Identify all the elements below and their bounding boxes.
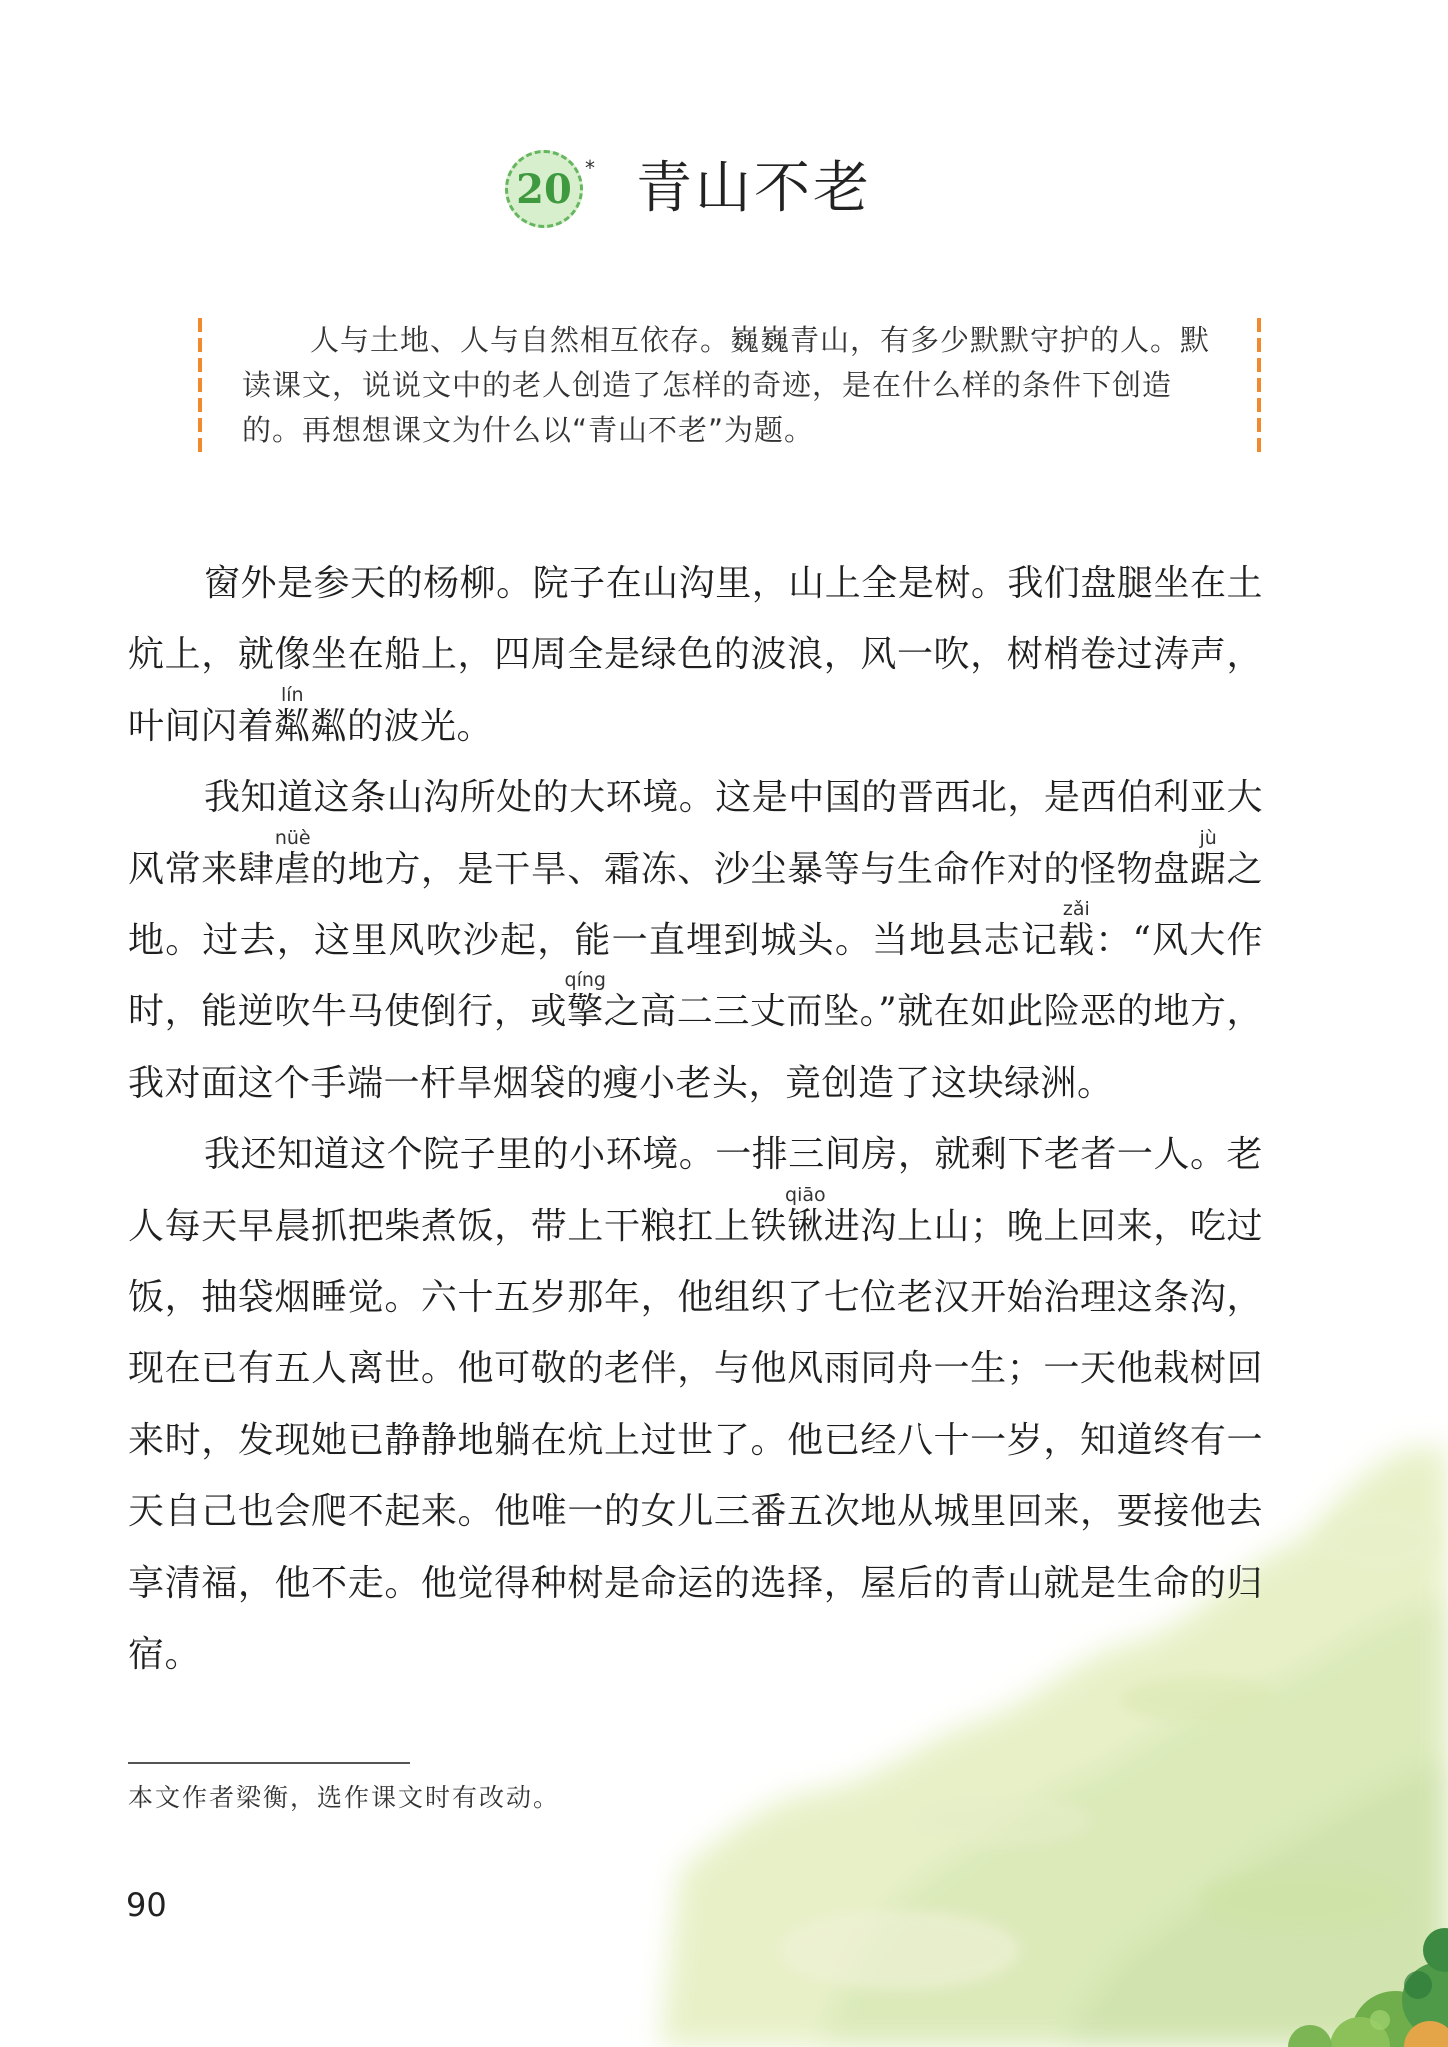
- pinyin: jù: [1189, 826, 1227, 849]
- footnote-text: 本文作者梁衡，选作课文时有改动。: [128, 1783, 561, 1812]
- lesson-star-mark: *: [585, 156, 595, 180]
- paragraph-text: 粼的波光。: [310, 705, 494, 747]
- lesson-heading: [0, 150, 1448, 250]
- pinyin-annotated-char: 踞jù: [1189, 826, 1227, 890]
- pinyin-annotated-char: 载zǎi: [1058, 898, 1096, 962]
- prompt-right-border: [1257, 318, 1261, 458]
- paragraph-3: [128, 1119, 1263, 1690]
- paragraph-text: 进沟上山；晚上回来，吃过饭，抽袋烟睡觉。六十五岁那年，他组织了七位老汉开始治理这条沟，现在已有五人离世。他可敬的老伴，与他风雨同舟一生；一天他栽树回来时，发现她已静静地躺在炕上过世了。他已经八十一岁，知道终有一天自己也会爬不起来。他唯一的女儿三番五次地从城里回来，要接他去享清福，他不走。他觉得种树是命运的选择，屋后的青山就是生命的归宿。: [128, 1205, 1263, 1676]
- paragraph-2: [128, 762, 1263, 1119]
- reading-prompt-box: [198, 318, 1261, 458]
- paragraph-text: 我还知道这个院子里的小环境。一排三间房，就剩下老者一人。老人每天早晨抓把柴煮饭，带上干粮扛上铁: [128, 1134, 1263, 1247]
- paragraph-1: [128, 548, 1263, 762]
- pinyin-annotated-char: 虐nüè: [274, 826, 312, 890]
- pinyin: qíng: [564, 969, 606, 992]
- prompt-left-border: [198, 318, 202, 458]
- paragraph-text: ：“风大作时，能逆吹牛马使倒行，或: [128, 920, 1263, 1033]
- lesson-title: 青山不老: [636, 156, 872, 221]
- reading-prompt-text: 人与土地、人与自然相互依存。巍巍青山，有多少默默守护的人。默读课文，说说文中的老人创造了怎样的奇迹，是在什么样的条件下创造的。再想想课文为什么以“青山不老”为题。: [242, 323, 1211, 447]
- lesson-number-badge: 20: [505, 150, 583, 228]
- paragraph-text: 我知道这条山沟所处的大环境。这是中国的晋西北，是西伯利亚大风常来肆: [128, 777, 1263, 890]
- pinyin: nüè: [274, 826, 311, 849]
- pinyin-annotated-char: 粼lín: [274, 683, 311, 747]
- footnote-divider: [128, 1762, 410, 1764]
- pinyin: lín: [274, 683, 311, 706]
- pinyin-annotated-char: 擎qíng: [564, 969, 606, 1033]
- pinyin: zǎi: [1058, 898, 1095, 921]
- pinyin: qiāo: [785, 1183, 826, 1206]
- paragraph-text: 之高二三丈而坠。”就在如此险恶的地方，我对面这个手端一杆旱烟袋的瘦小老头，竟创造了这块绿洲。: [128, 991, 1263, 1104]
- paragraph-text: 的地方，是干旱、霜冻、沙尘暴等与生命作对的怪物盘: [311, 848, 1190, 890]
- paragraph-text: 窗外是参天的杨柳。院子在山沟里，山上全是树。我们盘腿坐在土炕上，就像坐在船上，四周全是绿色的波浪，风一吹，树梢卷过涛声，叶间闪着: [128, 563, 1263, 747]
- article-body: [128, 548, 1263, 1691]
- pinyin-annotated-char: 锹qiāo: [785, 1183, 826, 1247]
- page-number: 90: [126, 1886, 167, 1924]
- paragraph-text: 之地。过去，这里风吹沙起，能一直埋到城头。当地县志记: [128, 848, 1263, 962]
